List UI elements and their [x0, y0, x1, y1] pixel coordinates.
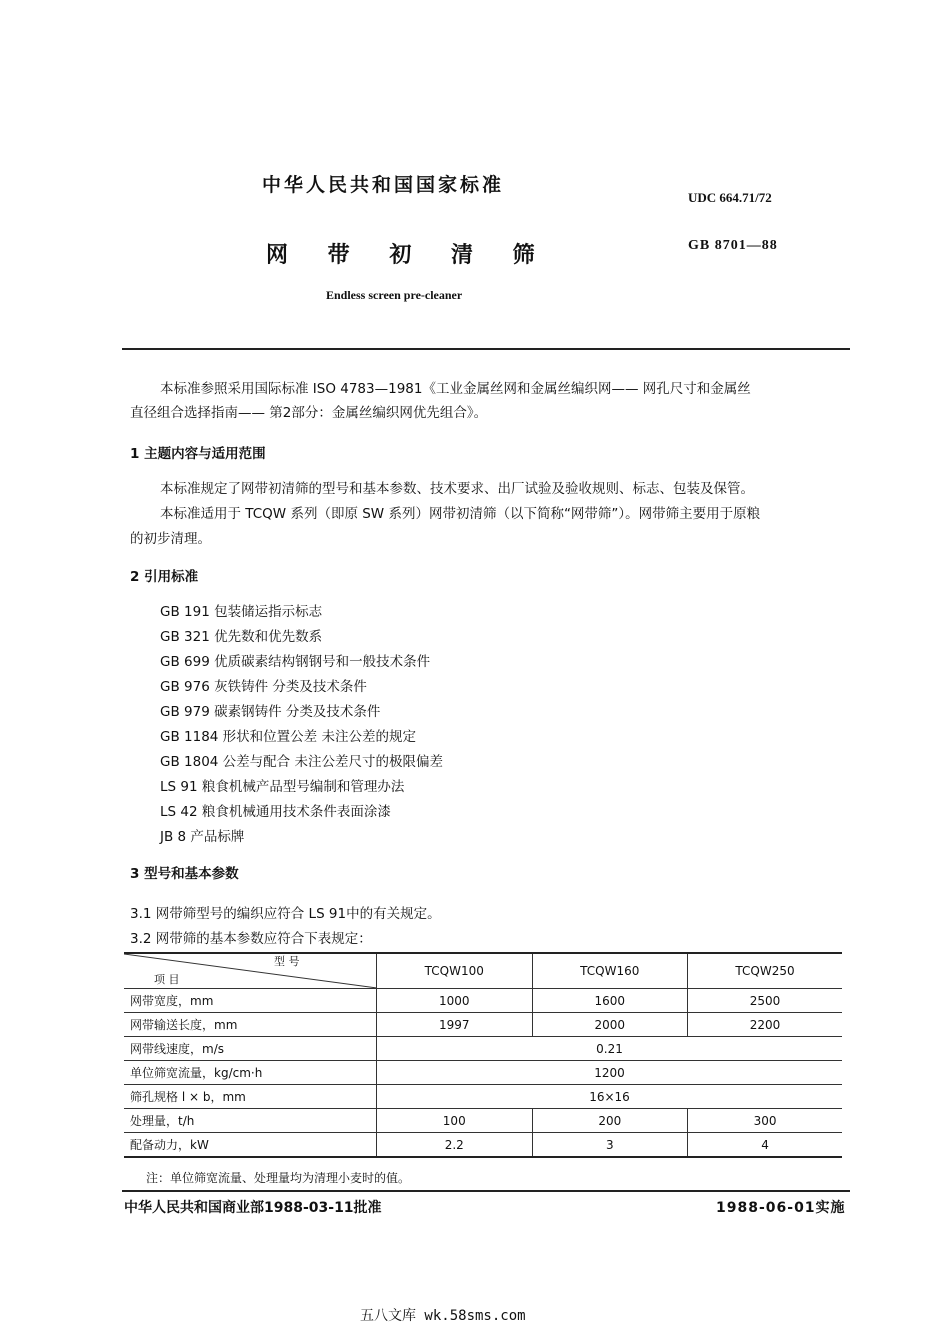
cell: 1200 [377, 1061, 843, 1085]
row-label: 网带宽度，mm [124, 989, 377, 1013]
english-title: Endless screen pre-cleaner [326, 288, 463, 302]
table-row [124, 1109, 842, 1133]
table-row [124, 1133, 842, 1158]
section-heading: 3 型号和基本参数 [130, 866, 239, 882]
corner-item-label: 项 目 [154, 973, 180, 986]
cell: 3 [532, 1133, 688, 1158]
row-label: 单位筛宽流量，kg/cm·h [124, 1061, 377, 1085]
cell: 0.21 [377, 1037, 843, 1061]
cell: 1600 [532, 989, 688, 1013]
table-row [124, 1085, 842, 1109]
row-label: 处理量，t/h [124, 1109, 377, 1133]
cell: 1997 [377, 1013, 533, 1037]
approval-date: 中华人民共和国商业部1988-03-11批准 [124, 1200, 382, 1216]
cell: 200 [532, 1109, 688, 1133]
cell: 2200 [688, 1013, 842, 1037]
cell: 4 [688, 1133, 842, 1158]
document-title: 网 带 初 清 筛 [266, 243, 551, 268]
reference-item: JB 8 产品标牌 [160, 829, 245, 845]
paragraph: 3.2 网带筛的基本参数应符合下表规定： [130, 931, 372, 947]
column-header: TCQW100 [377, 953, 533, 989]
row-label: 筛孔规格 l × b，mm [124, 1085, 377, 1109]
cell: 2000 [532, 1013, 688, 1037]
reference-item: GB 979 碳素钢铸件 分类及技术条件 [160, 704, 381, 720]
reference-item: GB 699 优质碳素结构钢钢号和一般技术条件 [160, 654, 431, 670]
cell: 100 [377, 1109, 533, 1133]
row-label: 网带线速度，m/s [124, 1037, 377, 1061]
intro-line: 本标准参照采用国际标准 ISO 4783—1981《工业金属丝网和金属丝编织网—— 网孔尺寸和金属丝 [160, 381, 751, 397]
reference-item: GB 321 优先数和优先数系 [160, 629, 323, 645]
section-heading: 2 引用标准 [130, 569, 199, 585]
reference-item: GB 976 灰铁铸件 分类及技术条件 [160, 679, 367, 695]
standard-title: 中华人民共和国国家标准 [262, 174, 505, 196]
cell: 16×16 [377, 1085, 843, 1109]
corner-model-label: 型 号 [274, 955, 300, 968]
effective-date: 1988-06-01实施 [716, 1200, 846, 1216]
reference-item: LS 91 粮食机械产品型号编制和管理办法 [160, 779, 405, 795]
table-note: 注：单位筛宽流量、处理量均为清理小麦时的值。 [146, 1171, 411, 1185]
reference-item: GB 1804 公差与配合 未注公差尺寸的极限偏差 [160, 754, 443, 770]
column-header: TCQW160 [532, 953, 688, 989]
paragraph: 3.1 网带筛型号的编织应符合 LS 91中的有关规定。 [130, 906, 441, 922]
reference-item: GB 1184 形状和位置公差 未注公差的规定 [160, 729, 416, 745]
table-row [124, 1061, 842, 1085]
cell: 300 [688, 1109, 842, 1133]
cell: 2500 [688, 989, 842, 1013]
section-heading: 1 主题内容与适用范围 [130, 446, 266, 462]
corner-header-cell [124, 953, 377, 989]
parameter-table [124, 952, 842, 1158]
column-header: TCQW250 [688, 953, 842, 989]
paragraph: 的初步清理。 [130, 531, 211, 547]
table-row [124, 1037, 842, 1061]
table-row [124, 989, 842, 1013]
gb-code: GB 8701—88 [688, 238, 778, 253]
reference-item: GB 191 包装储运指示标志 [160, 604, 323, 620]
reference-item: LS 42 粮食机械通用技术条件表面涂漆 [160, 804, 391, 820]
cell: 2.2 [377, 1133, 533, 1158]
table-row [124, 1013, 842, 1037]
intro-line: 直径组合选择指南—— 第2部分：金属丝编织网优先组合》。 [130, 405, 488, 421]
paragraph: 本标准适用于 TCQW 系列（即原 SW 系列）网带初清筛（以下简称“网带筛”）。网带筛主要用于原粮 [160, 506, 761, 522]
row-label: 网带输送长度，mm [124, 1013, 377, 1037]
row-label: 配备动力，kW [124, 1133, 377, 1158]
header-rule [122, 348, 850, 350]
udc-code: UDC 664.71/72 [688, 190, 772, 205]
watermark: 五八文库 wk.58sms.com [360, 1308, 526, 1324]
footer-rule [122, 1190, 850, 1192]
paragraph: 本标准规定了网带初清筛的型号和基本参数、技术要求、出厂试验及验收规则、标志、包装及保管。 [160, 481, 754, 497]
cell: 1000 [377, 989, 533, 1013]
